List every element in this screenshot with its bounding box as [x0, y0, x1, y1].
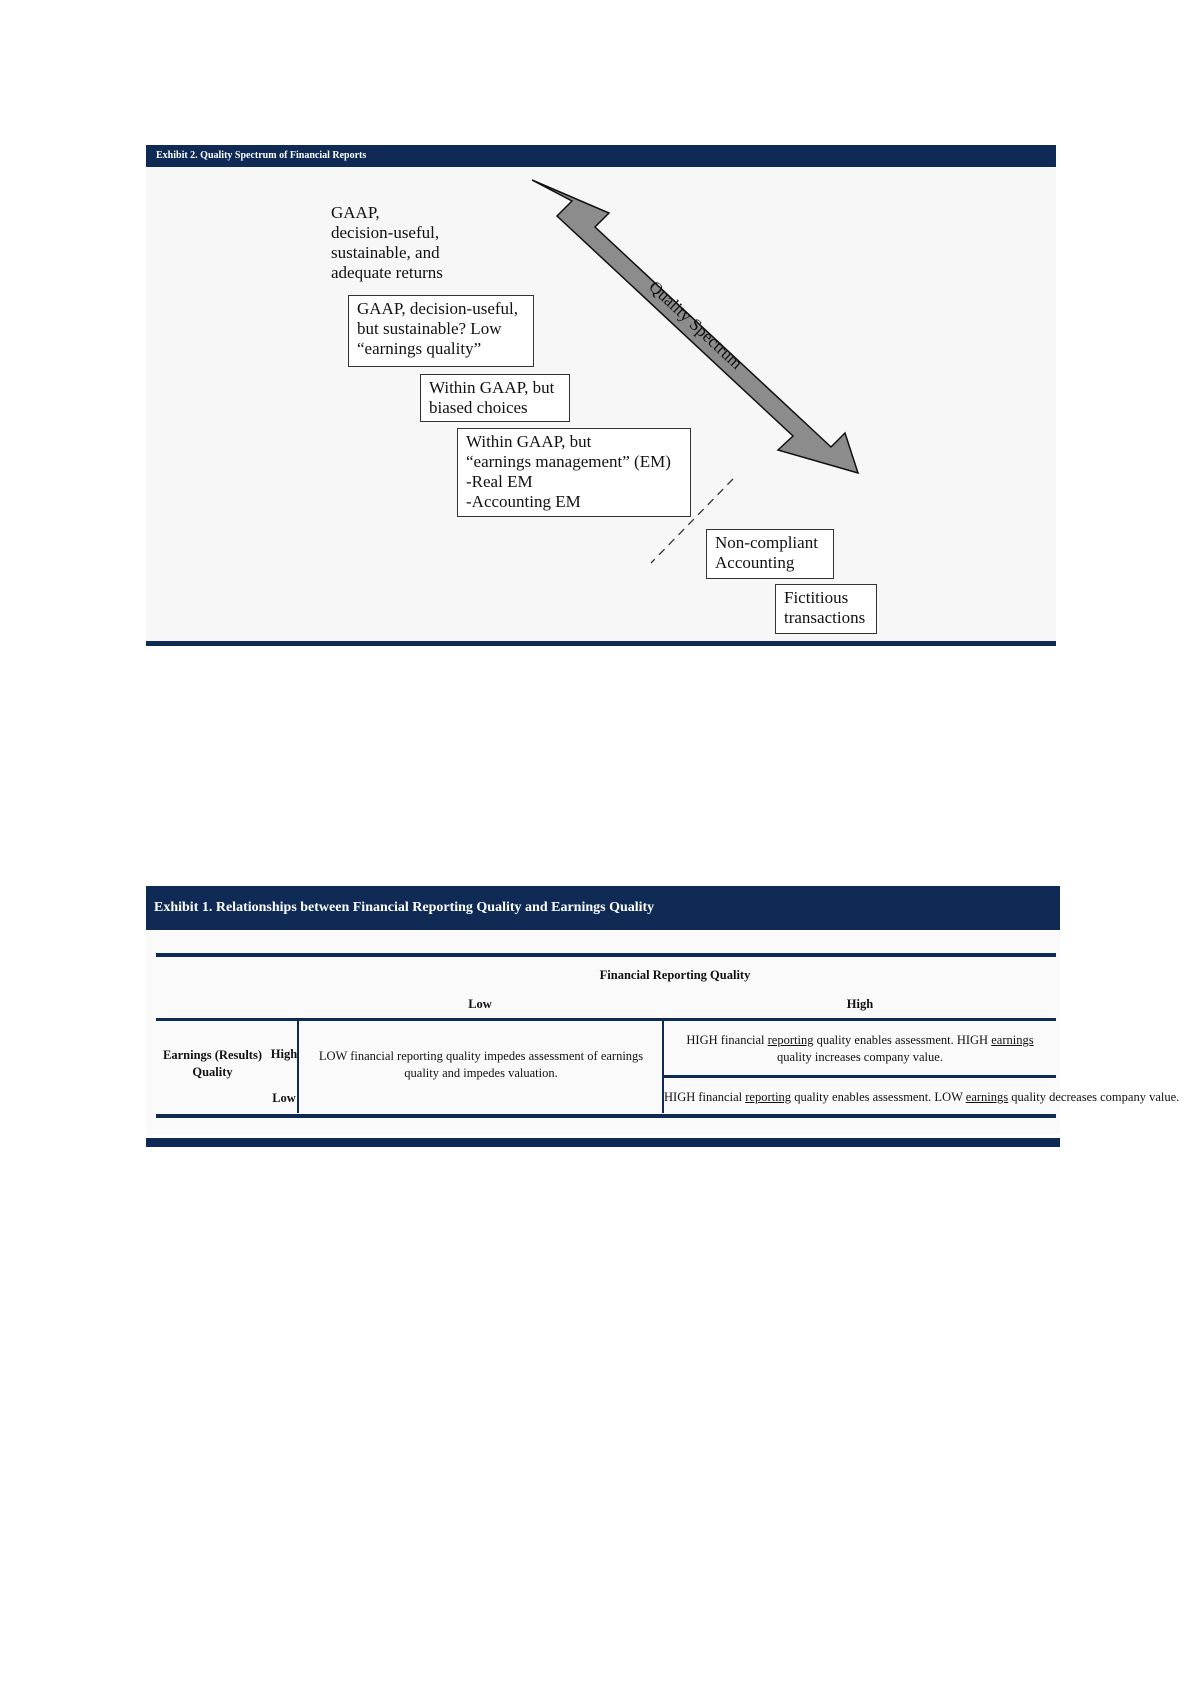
table-divider-left	[297, 1021, 299, 1113]
row-label-high: High	[270, 1047, 298, 1061]
column-header-high: High	[846, 997, 874, 1011]
spectrum-box-biased-choices: Within GAAP, but biased choices	[420, 374, 570, 422]
spectrum-box-low-earnings-quality: GAAP, decision-useful, but sustainable? Low “earnings quality”	[348, 295, 534, 367]
cell-high-frq-high-eq: HIGH financial reporting quality enables assessment. HIGH earnings quality increases company value.	[686, 1033, 1034, 1064]
cell-high-frq-low-eq: HIGH financial reporting quality enables assessment. LOW earnings quality decreases company value.	[664, 1090, 1180, 1104]
spectrum-box-non-compliant: Non-compliant Accounting	[706, 529, 834, 579]
column-group-header: Financial Reporting Quality	[599, 968, 751, 982]
quality-spectrum-label: Quality Spectrum	[645, 276, 747, 373]
spectrum-box-fictitious: Fictitious transactions	[775, 584, 877, 634]
cell-divider-rule	[663, 1075, 1056, 1078]
exhibit-1-bottom-rule	[146, 1138, 1060, 1147]
row-group-label: Earnings (Results) Quality	[163, 1048, 262, 1079]
quality-spectrum-arrow-layer	[0, 0, 1200, 700]
exhibit-2-bottom-rule	[146, 641, 1056, 646]
row-label-low: Low	[272, 1091, 296, 1105]
table-bottom-rule	[156, 1114, 1056, 1118]
table-top-rule	[156, 953, 1056, 957]
top-quality-text: GAAP, decision-useful, sustainable, and adequate returns	[331, 203, 443, 282]
column-header-low: Low	[468, 997, 492, 1011]
exhibit-2-title: Exhibit 2. Quality Spectrum of Financial Reports	[146, 145, 1056, 167]
exhibit-1-title: Exhibit 1. Relationships between Financial Reporting Quality and Earnings Quality	[146, 886, 1060, 930]
cell-low-frq: LOW financial reporting quality impedes assessment of earnings quality and impedes valuation.	[318, 1049, 644, 1080]
spectrum-box-earnings-management: Within GAAP, but “earnings management” (EM) -Real EM -Accounting EM	[457, 428, 691, 517]
table-header-rule	[156, 1018, 1056, 1021]
